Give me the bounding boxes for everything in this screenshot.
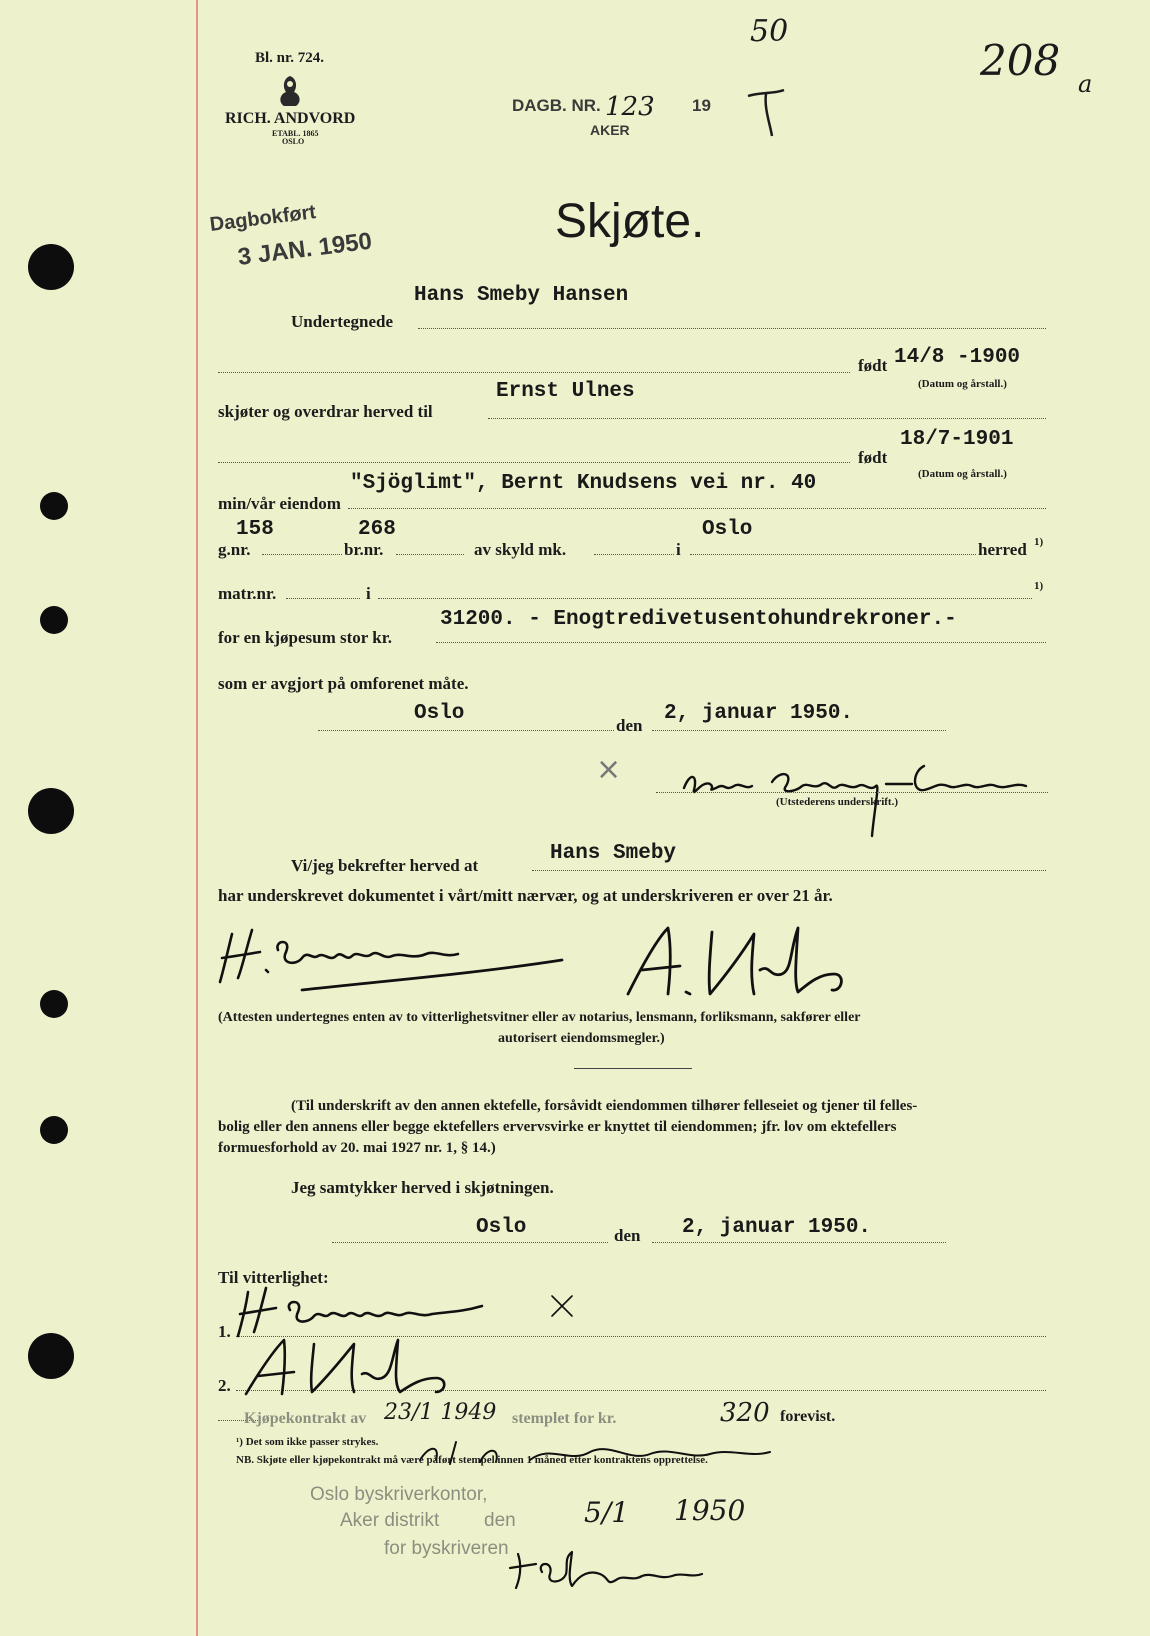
signing-date-line (652, 730, 946, 731)
buyer-line (488, 418, 1046, 419)
kontrakt-date: 23/1 1949 (384, 1400, 497, 1425)
clerk-initials (410, 1434, 810, 1470)
buyer-born-date: 18/7-1901 (900, 428, 1014, 451)
seller-line-2 (218, 372, 850, 373)
seller-born-label: født (858, 356, 888, 375)
consent-text: Jeg samtykker herved i skjøtningen. (291, 1178, 554, 1197)
signing-place: Oslo (414, 702, 465, 725)
buyer-date-hint: (Datum og årstall.) (918, 468, 1007, 480)
signing-den-label: den (616, 716, 643, 735)
clerk-signature (506, 1544, 726, 1594)
brnr-value: 268 (358, 518, 396, 541)
punch-hole (28, 244, 74, 290)
consent-den-label: den (614, 1226, 641, 1245)
seller-line (418, 328, 1046, 329)
kontrakt-label: Kjøpekontrakt av (244, 1410, 367, 1427)
witness-number-2: 2. (218, 1376, 231, 1395)
buyer-line-2 (218, 462, 850, 463)
aker-label: AKER (590, 122, 630, 138)
signing-place-line (318, 730, 614, 731)
witness-signature-2 (620, 920, 900, 1000)
consent-date: 2, januar 1950. (682, 1216, 872, 1239)
dagb-label: DAGB. NR. (512, 96, 601, 115)
witness-number-1: 1. (218, 1322, 231, 1341)
punch-hole (40, 492, 68, 520)
punch-hole (28, 1333, 74, 1379)
attest-note-1: (Attesten undertegnes enten av to vitterlighetsvitner eller av notarius, lensmann, forliksmann, sakfører eller (218, 1010, 861, 1025)
spouse-note-2: bolig eller den annens eller begge ektefellers ervervsvirke er knyttet til eiendommen; jfr. lov om ektefellers (218, 1119, 897, 1135)
brnr-line (396, 554, 464, 555)
spouse-note-1: (Til underskrift av den annen ektefelle, forsåvidt eiendommen tilhører felleseiet og tjener til felles- (291, 1098, 918, 1114)
herred-footnote: 1) (1034, 536, 1044, 548)
punch-hole (40, 606, 68, 634)
form-number: Bl. nr. 724. (255, 50, 325, 66)
spouse-note-3: formuesforhold av 20. mai 1927 nr. 1, § 14.) (218, 1140, 496, 1156)
transfer-label: skjøter og overdrar herved til (218, 402, 433, 421)
price-line (436, 642, 1046, 643)
publisher-city: OSLO (282, 137, 305, 146)
office-line-3: for byskriveren (384, 1538, 509, 1559)
matr-place-line (378, 598, 1032, 599)
witness-confirm-line (532, 870, 1046, 871)
section-divider (574, 1068, 692, 1069)
document-title: Skjøte. (555, 195, 705, 248)
publisher-name: RICH. ANDVORD (225, 110, 356, 127)
gnr-line (262, 554, 342, 555)
price-amount: 31200. - Enogtredivetusentohundrekroner.- (440, 608, 957, 631)
registration-stamp-date: 3 JAN. 1950 (236, 227, 374, 271)
witness-confirm-text: har underskrevet dokumentet i vårt/mitt nærvær, og at underskriveren er over 21 år. (218, 886, 833, 905)
attest-note-2: autorisert eiendomsmegler.) (498, 1031, 665, 1046)
consent-date-line (652, 1242, 946, 1243)
margin-line (196, 0, 198, 1636)
punch-hole (40, 1116, 68, 1144)
witness-confirm-name: Hans Smeby (550, 842, 677, 865)
punch-hole (40, 990, 68, 1018)
herred-label: herred (978, 540, 1027, 559)
stamped-text: stemplet for kr. (512, 1410, 617, 1427)
year-handwritten: 50 (750, 14, 789, 49)
buyer-born-label: født (858, 448, 888, 467)
property-line (348, 508, 1046, 509)
property-label: min/vår eiendom (218, 494, 341, 513)
page-reference-suffix: a (1078, 70, 1093, 98)
signature-line (656, 792, 1048, 793)
settled-text: som er avgjort på omforenet måte. (218, 674, 469, 693)
brnr-label: br.nr. (344, 540, 384, 559)
buyer-name: Ernst Ulnes (496, 380, 635, 403)
matr-footnote: 1) (1034, 580, 1044, 592)
skyld-label: av skyld mk. (474, 540, 567, 559)
registration-stamp-line1: Dagbokført (208, 201, 318, 236)
footnote-1: ¹) Det som ikke passer strykes. (236, 1436, 379, 1448)
witness-signature-1 (212, 920, 592, 1000)
office-line-1: Oslo byskriverkontor, (310, 1484, 488, 1505)
seller-label: Undertegnede (291, 312, 393, 331)
page-reference: 208 (980, 36, 1061, 85)
year-strikethrough (740, 86, 790, 140)
footnote-2: NB. Skjøte eller kjøpekontrakt må være påført stempel innen 1 måned etter kontraktens opprettelse. (236, 1454, 708, 1466)
seller-born-date: 14/8 -1900 (894, 346, 1021, 369)
gnr-value: 158 (236, 518, 274, 541)
i-label: i (676, 540, 681, 559)
witness-confirm-label: Vi/jeg bekrefter herved at (291, 856, 479, 875)
skyld-line (594, 554, 674, 555)
witness-1-signature (232, 1282, 592, 1342)
office-date: 5/1 (584, 1496, 630, 1529)
signing-date: 2, januar 1950. (664, 702, 854, 725)
office-den-label: den (484, 1510, 516, 1531)
witness-2-signature (240, 1334, 520, 1398)
signature-hint: (Utstederens underskrift.) (776, 796, 899, 808)
place-value: Oslo (702, 518, 753, 541)
publisher-established: ETABL. 1865 (272, 129, 319, 138)
consent-place: Oslo (476, 1216, 527, 1239)
matr-label: matr.nr. (218, 584, 277, 603)
seller-name: Hans Smeby Hansen (414, 284, 629, 307)
place-line (690, 554, 976, 555)
matr-i-label: i (366, 584, 371, 603)
witnesses-label: Til vitterlighet: (218, 1268, 329, 1287)
office-line-2: Aker distrikt (340, 1510, 440, 1531)
publisher-logo-icon (270, 72, 310, 110)
forevist-label: forevist. (780, 1408, 836, 1425)
property-name: "Sjöglimt", Bernt Knudsens vei nr. 40 (350, 472, 817, 495)
consent-place-line (332, 1242, 608, 1243)
stamped-amount: 320 (720, 1398, 770, 1428)
office-year: 1950 (674, 1494, 746, 1527)
seller-date-hint: (Datum og årstall.) (918, 378, 1007, 390)
punch-hole (28, 788, 74, 834)
matr-line (286, 598, 360, 599)
year-prefix: 19 (692, 96, 711, 115)
dagb-number: 123 (605, 92, 655, 122)
price-label: for en kjøpesum stor kr. (218, 628, 392, 647)
gnr-label: g.nr. (218, 540, 251, 559)
signature-mark: × (596, 752, 622, 787)
